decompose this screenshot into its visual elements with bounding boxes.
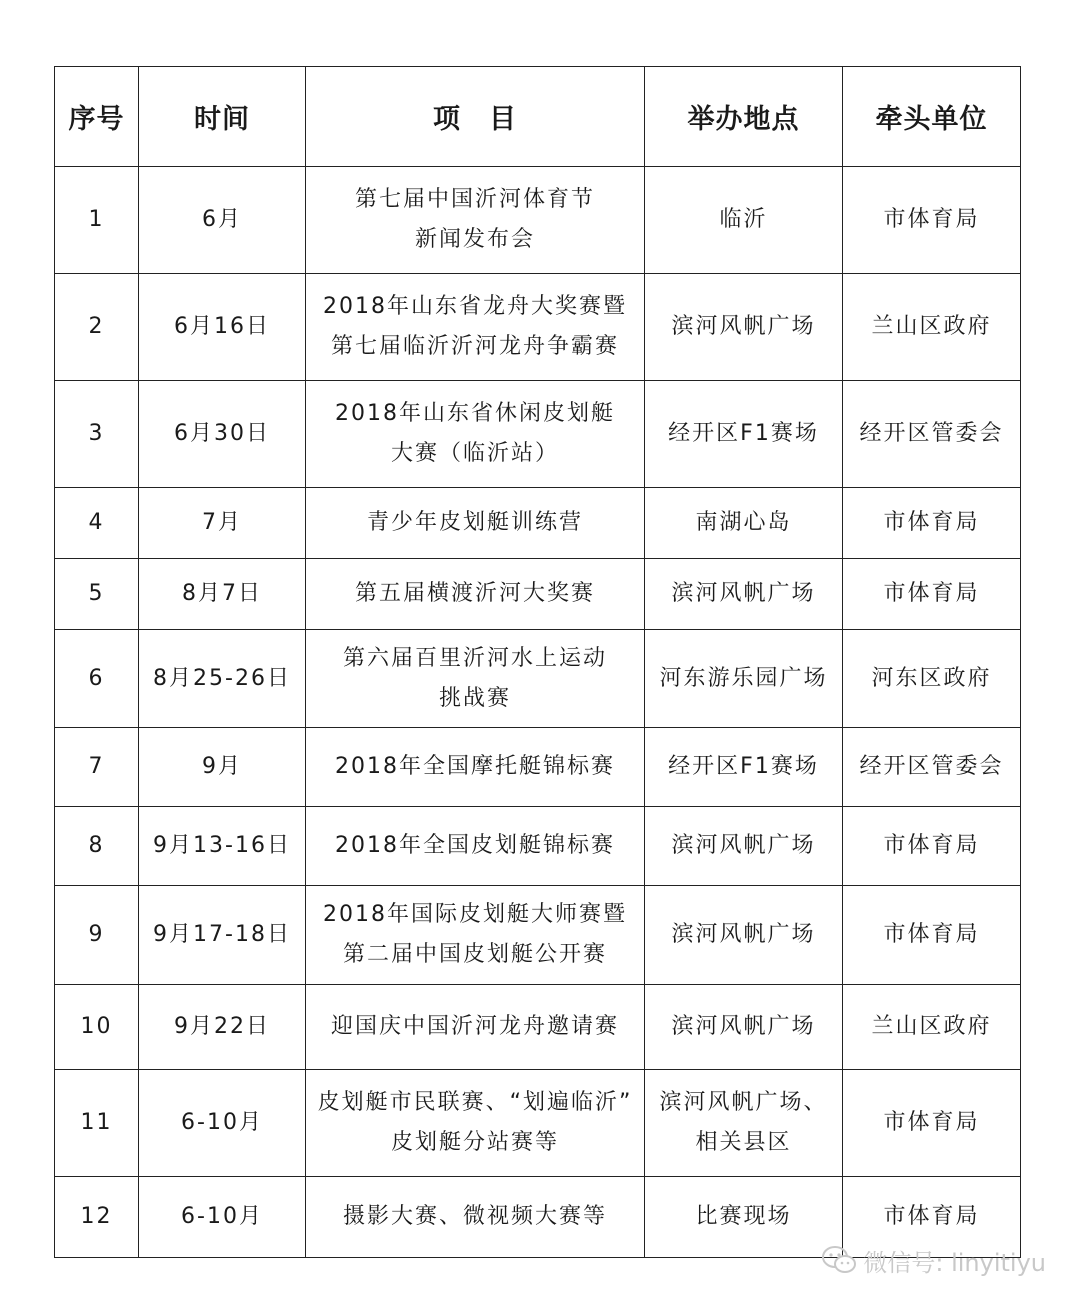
cell-no: 1 (55, 167, 139, 274)
cell-project-line: 皮划艇市民联赛、“划遍临沂” (317, 1090, 633, 1115)
cell-project-line: 2018年山东省龙舟大奖赛暨 (323, 294, 627, 319)
table-row (55, 630, 1021, 728)
header-org: 牵头单位 (843, 67, 1021, 167)
cell-org: 市体育局 (843, 559, 1021, 630)
header-no: 序号 (55, 67, 139, 167)
cell-no: 3 (55, 381, 139, 488)
cell-org: 经开区管委会 (843, 728, 1021, 807)
header-time: 时间 (139, 67, 306, 167)
table-body (55, 167, 1021, 1258)
cell-no: 7 (55, 728, 139, 807)
cell-org: 市体育局 (843, 1070, 1021, 1177)
header-project: 项 目 (306, 67, 645, 167)
cell-place (645, 807, 843, 886)
cell-time: 9月13-16日 (139, 807, 306, 886)
cell-project-line: 青少年皮划艇训练营 (366, 510, 583, 535)
cell-project-line: 第七届临沂沂河龙舟争霸赛 (330, 334, 619, 359)
cell-project-line: 新闻发布会 (414, 227, 535, 252)
cell-org: 市体育局 (843, 886, 1021, 985)
cell-project (306, 488, 645, 559)
cell-place (645, 1070, 843, 1177)
cell-place-line: 临沂 (719, 207, 768, 232)
cell-no: 11 (55, 1070, 139, 1177)
cell-no: 5 (55, 559, 139, 630)
cell-org: 兰山区政府 (843, 274, 1021, 381)
cell-project (306, 559, 645, 630)
table-row (55, 274, 1021, 381)
table-row (55, 886, 1021, 985)
cell-project-line: 皮划艇分站赛等 (390, 1130, 559, 1155)
cell-place (645, 381, 843, 488)
cell-project (306, 728, 645, 807)
cell-project (306, 274, 645, 381)
cell-place-line: 滨河风帆广场 (671, 922, 816, 947)
cell-project (306, 167, 645, 274)
cell-project-line: 摄影大赛、微视频大赛等 (342, 1204, 607, 1229)
cell-place (645, 167, 843, 274)
cell-time: 6月16日 (139, 274, 306, 381)
table-row (55, 1070, 1021, 1177)
watermark (821, 1240, 1046, 1280)
cell-time: 8月25-26日 (139, 630, 306, 728)
header-row (55, 67, 1021, 167)
table-row (55, 728, 1021, 807)
cell-time: 9月 (139, 728, 306, 807)
cell-project (306, 1070, 645, 1177)
cell-project (306, 886, 645, 985)
cell-org: 经开区管委会 (843, 381, 1021, 488)
table-row (55, 488, 1021, 559)
table-row (55, 985, 1021, 1070)
schedule-table (54, 66, 1021, 1258)
cell-place (645, 559, 843, 630)
cell-place-line: 滨河风帆广场 (671, 581, 816, 606)
cell-place (645, 1177, 843, 1258)
cell-time: 8月7日 (139, 559, 306, 630)
cell-place-line: 河东游乐园广场 (659, 665, 828, 691)
cell-place-line: 经开区F1赛场 (668, 421, 819, 446)
cell-time: 6-10月 (139, 1070, 306, 1177)
header-place: 举办地点 (645, 67, 843, 167)
cell-no: 12 (55, 1177, 139, 1258)
cell-org: 市体育局 (843, 167, 1021, 274)
cell-project (306, 381, 645, 488)
cell-time: 6月30日 (139, 381, 306, 488)
cell-org: 市体育局 (843, 807, 1021, 886)
cell-place (645, 886, 843, 985)
cell-no: 6 (55, 630, 139, 728)
cell-org: 河东区政府 (843, 630, 1021, 728)
cell-project-line: 第五届横渡沂河大奖赛 (354, 581, 595, 606)
cell-place (645, 274, 843, 381)
cell-project-line: 2018年全国皮划艇锦标赛 (335, 833, 615, 858)
cell-place (645, 488, 843, 559)
cell-place-line: 滨河风帆广场 (671, 1014, 816, 1039)
cell-project-line: 2018年山东省休闲皮划艇 (335, 401, 615, 426)
wechat-icon (821, 1245, 857, 1275)
cell-place-line: 经开区F1赛场 (668, 754, 819, 779)
cell-place-line: 相关县区 (695, 1130, 792, 1155)
table-row (55, 559, 1021, 630)
cell-no: 4 (55, 488, 139, 559)
cell-project-line: 第七届中国沂河体育节 (354, 187, 595, 212)
cell-time: 7月 (139, 488, 306, 559)
cell-org: 市体育局 (843, 1177, 1021, 1258)
cell-project (306, 985, 645, 1070)
cell-time: 9月22日 (139, 985, 306, 1070)
cell-project-line: 第二届中国皮划艇公开赛 (342, 942, 607, 967)
cell-no: 2 (55, 274, 139, 381)
cell-project (306, 807, 645, 886)
cell-project (306, 630, 645, 728)
cell-project-line: 迎国庆中国沂河龙舟邀请赛 (330, 1014, 619, 1039)
cell-place-line: 滨河风帆广场、 (659, 1090, 828, 1115)
cell-no: 9 (55, 886, 139, 985)
cell-place (645, 630, 843, 728)
watermark-text: 微信号: linyitiyu (863, 1248, 1046, 1277)
cell-time: 9月17-18日 (139, 886, 306, 985)
cell-project-line: 大赛（临沂站） (390, 441, 559, 466)
cell-project (306, 1177, 645, 1258)
cell-place (645, 985, 843, 1070)
cell-project-line: 2018年国际皮划艇大师赛暨 (323, 902, 627, 927)
cell-place-line: 滨河风帆广场 (671, 314, 816, 339)
cell-place-line: 比赛现场 (695, 1204, 792, 1229)
cell-place (645, 728, 843, 807)
table-row (55, 167, 1021, 274)
table-row (55, 381, 1021, 488)
cell-time: 6-10月 (139, 1177, 306, 1258)
cell-place-line: 滨河风帆广场 (671, 833, 816, 858)
cell-project-line: 2018年全国摩托艇锦标赛 (335, 754, 615, 779)
cell-no: 8 (55, 807, 139, 886)
cell-no: 10 (55, 985, 139, 1070)
cell-place-line: 南湖心岛 (695, 510, 792, 535)
table-row (55, 807, 1021, 886)
cell-org: 兰山区政府 (843, 985, 1021, 1070)
cell-time: 6月 (139, 167, 306, 274)
cell-org: 市体育局 (843, 488, 1021, 559)
cell-project-line: 第六届百里沂河水上运动 (342, 645, 607, 671)
cell-project-line: 挑战赛 (438, 685, 511, 711)
